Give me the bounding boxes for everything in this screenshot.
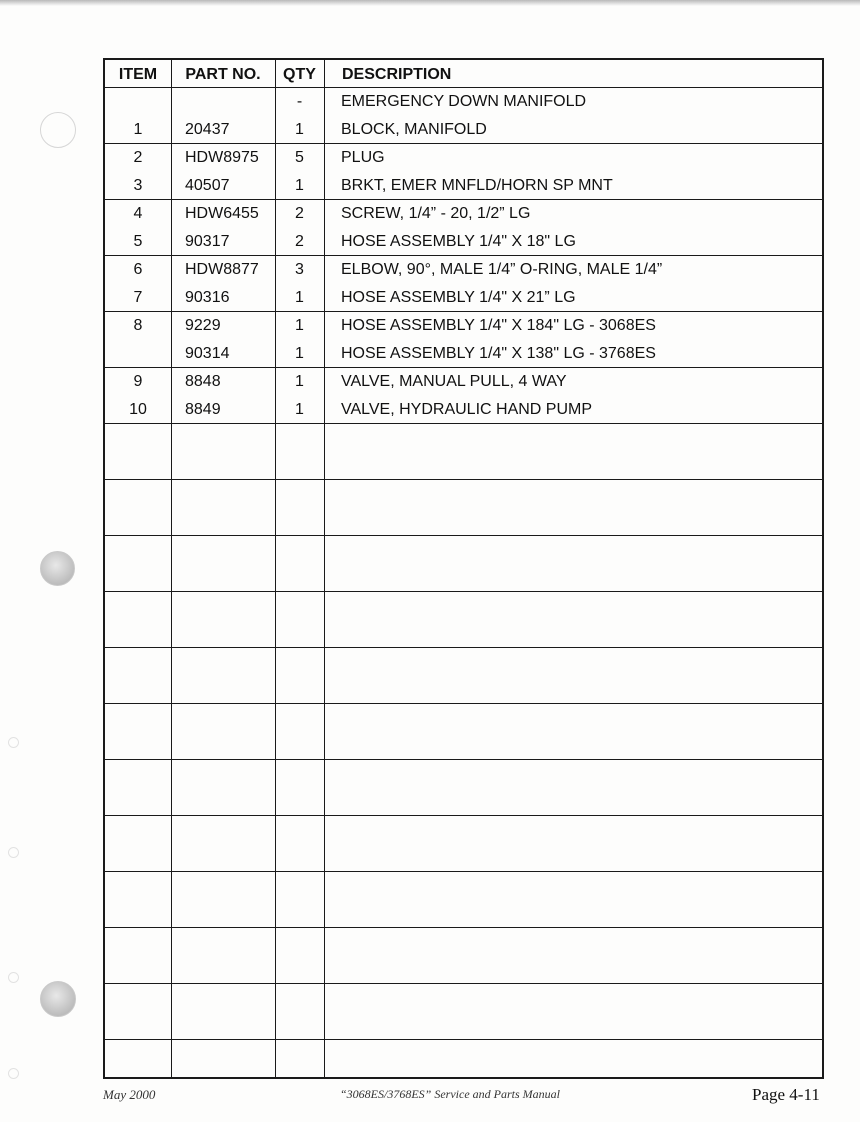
quantity: 1 (295, 401, 304, 418)
description: ELBOW, 90°, MALE 1/4” O-RING, MALE 1/4” (341, 261, 663, 278)
binder-hole (40, 112, 76, 148)
row-divider (105, 759, 822, 760)
part-number: 20437 (185, 121, 230, 138)
item-number: 2 (133, 149, 143, 166)
description: VALVE, MANUAL PULL, 4 WAY (341, 373, 567, 390)
row-divider (105, 199, 822, 200)
table-row (105, 172, 822, 200)
binder-hole (8, 972, 19, 983)
quantity: 2 (295, 233, 304, 250)
quantity: 1 (295, 121, 304, 138)
quantity: 1 (295, 373, 304, 390)
item-number: 1 (133, 121, 143, 138)
item-number: 4 (133, 205, 143, 222)
table-row (105, 88, 822, 116)
row-divider (105, 143, 822, 144)
binder-hole (40, 551, 75, 586)
row-divider (105, 423, 822, 424)
description: PLUG (341, 149, 385, 166)
row-divider (105, 871, 822, 872)
table-row (105, 368, 822, 396)
scan-edge (0, 0, 860, 6)
part-number: 90316 (185, 289, 230, 306)
quantity: 1 (295, 345, 304, 362)
row-divider (105, 591, 822, 592)
footer-manual-title: “3068ES/3768ES” Service and Parts Manual (340, 1087, 560, 1101)
part-number: 40507 (185, 177, 230, 194)
description: BLOCK, MANIFOLD (341, 121, 487, 138)
table-row (105, 284, 822, 312)
table-row (105, 312, 822, 340)
table-row (105, 228, 822, 256)
parts-table (103, 58, 824, 1079)
item-number: 5 (133, 233, 143, 250)
part-number: HDW6455 (185, 205, 259, 222)
quantity: - (296, 93, 303, 110)
table-row (105, 340, 822, 368)
binder-hole (8, 737, 19, 748)
table-row (105, 116, 822, 144)
footer-date: May 2000 (103, 1087, 156, 1102)
binder-hole (40, 981, 76, 1017)
item-number: 8 (133, 317, 143, 334)
table-row (105, 256, 822, 284)
row-divider (105, 255, 822, 256)
header-item: ITEM (118, 66, 158, 83)
binder-hole (8, 1068, 19, 1079)
item-number: 10 (129, 401, 147, 418)
description: EMERGENCY DOWN MANIFOLD (341, 93, 587, 110)
description: HOSE ASSEMBLY 1/4" X 18" LG (341, 233, 576, 250)
quantity: 5 (295, 149, 304, 166)
description: BRKT, EMER MNFLD/HORN SP MNT (341, 177, 613, 194)
row-divider (105, 1039, 822, 1040)
quantity: 1 (295, 289, 304, 306)
table-row (105, 144, 822, 172)
part-number: 90317 (185, 233, 230, 250)
row-divider (105, 815, 822, 816)
table-row (105, 200, 822, 228)
row-divider (105, 983, 822, 984)
part-number: HDW8975 (185, 149, 259, 166)
description: VALVE, HYDRAULIC HAND PUMP (341, 401, 593, 418)
row-divider (105, 703, 822, 704)
item-number: 6 (133, 261, 143, 278)
description: HOSE ASSEMBLY 1/4" X 21” LG (341, 289, 576, 306)
row-divider (105, 927, 822, 928)
item-number: 3 (133, 177, 143, 194)
table-row (105, 396, 822, 424)
header-part-no: PART NO. (185, 66, 261, 83)
row-divider (105, 647, 822, 648)
row-divider (105, 535, 822, 536)
part-number: 90314 (185, 345, 230, 362)
header-qty: QTY (283, 66, 316, 83)
description: HOSE ASSEMBLY 1/4" X 184" LG - 3068ES (341, 317, 656, 334)
quantity: 1 (295, 317, 304, 334)
page-number: Page 4-11 (752, 1085, 820, 1104)
item-number: 7 (133, 289, 143, 306)
row-divider (105, 479, 822, 480)
item-number: 9 (133, 373, 143, 390)
description: HOSE ASSEMBLY 1/4" X 138" LG - 3768ES (341, 345, 656, 362)
quantity: 2 (295, 205, 304, 222)
quantity: 1 (295, 177, 304, 194)
row-divider (105, 311, 822, 312)
row-divider (105, 367, 822, 368)
part-number: HDW8877 (185, 261, 259, 278)
header-description: DESCRIPTION (342, 66, 452, 83)
binder-hole (8, 847, 19, 858)
part-number: 8848 (185, 373, 221, 390)
part-number: 8849 (185, 401, 221, 418)
part-number: 9229 (185, 317, 221, 334)
quantity: 3 (295, 261, 304, 278)
description: SCREW, 1/4” - 20, 1/2” LG (341, 205, 531, 222)
